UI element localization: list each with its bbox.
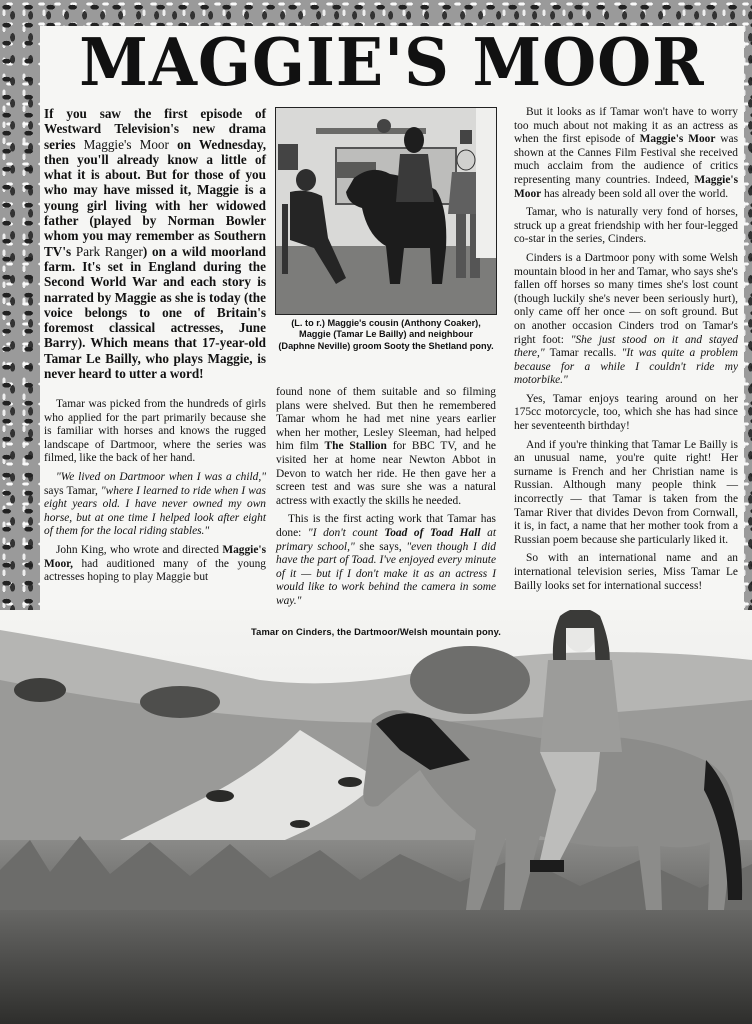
paragraph: But it looks as if Tamar won't have to worry too much about not making it as an actress as when the first episode of Maggie's Moor was shown at the Cannes Film Festival she received much acclaim from the audience of critics representing many countries. Indeed, Maggie's Moor has already been sold all over the world. <box>514 106 739 200</box>
article-column-1 <box>44 398 266 590</box>
paragraph: Tamar, who is naturally very fond of horses, struck up a great friendship with her four-legged co-star in the series, Cinders. <box>514 206 738 246</box>
pony-ride-photo <box>0 610 752 1024</box>
lead-paragraph: If you saw the first episode of Westward Television's new drama series Maggie's Moor on Wednesday, then you'll already know a little of what it is about. But for those of you who may have missed it, Maggie is a young girl living with her widowed father (played by Norman Bowler whom you may remember as Southern TV's Park Ranger) on a wild moorland farm. It's set in England during the Second World War and each story is narrated by Maggie as she is today (the voice belongs to one of Britain's foremost classical actresses, June Barry). Which means that 17-year-old Tamar Le Bailly, who plays Maggie, is never heard to utter a word! <box>44 106 266 382</box>
grooming-photo <box>275 107 497 315</box>
paragraph: "We lived on Dartmoor when I was a child," says Tamar, "where I learned to ride when I was eight years old. I have never owned my own horse, but at one time I helped look after eight of them for the local riding stables." <box>44 470 266 538</box>
paragraph: So with an international name and an international television series, Miss Tamar Le Bailly looks set for international success! <box>514 552 738 592</box>
main-photo-caption: Tamar on Cinders, the Dartmoor/Welsh mountain pony. <box>251 626 501 637</box>
paragraph: And if you're thinking that Tamar Le Bailly is an unusual name, you're quite right! Her surname is French and her Christian name is Russian. Although many people think — incorrectly — that Tamar is taken from the Tamar River that divides Devon from Cornwall, it is, in fact, a name that her mother took from a Russian poem because she particularly liked it. <box>514 438 738 546</box>
top-photo-caption: (L. to r.) Maggie's cousin (Anthony Coaker), Maggie (Tamar Le Bailly) and neighbour (Daphne Neville) groom Sooty the Shetland pony. <box>278 318 494 351</box>
paragraph: John King, who wrote and directed Maggie's Moor, had auditioned many of the young actresses hoping to play Maggie but <box>44 543 266 584</box>
paragraph: Yes, Tamar enjoys tearing around on her 175cc motorcycle, too, which she has had since her seventeenth birthday! <box>514 392 738 433</box>
paragraph: This is the first acting work that Tamar has done: "I don't count Toad of Toad Hall at primary school," she says, "even though I did have the part of Toad. I've enjoyed every minute of it — but if I don't make it as an actress I would like to work behind the camera in some way." <box>276 513 496 607</box>
paragraph: Tamar was picked from the hundreds of girls who applied for the part primarily because she is familiar with horses and knows the rugged landscape of Dartmoor, where the series was filmed, like the back of her hand. <box>44 398 266 465</box>
article-column-2 <box>276 386 496 614</box>
paragraph: Cinders is a Dartmoor pony with some Welsh mountain blood in her and Tamar, who says she's fallen off horses so many times she's lost count (though luckily she's never been seriously hurt), only came off her once — on soft ground. But on another occasion Cinders trod on Tamar's right foot: "She just stood on it and stayed there," Tamar recalls. "It was quite a problem because for a while I couldn't ride my motorbike." <box>514 251 738 387</box>
page-title: MAGGIE'S MOOR <box>79 23 705 101</box>
grooming-photo-illustration <box>276 108 496 314</box>
article-column-3 <box>514 106 738 598</box>
paragraph: found none of them suitable and so filming plans were shelved. But then he remembered Tamar whom he had met nine years earlier when her mother, Lesley Sleeman, had helped him film The Stallion for BBC TV, and he visited her at home near Newton Abbot in Devon to watch her ride. He then gave her a screen test and was sure she was a natural actress with exactly the skills he needed. <box>276 386 496 507</box>
pony-ride-illustration <box>0 610 752 1024</box>
